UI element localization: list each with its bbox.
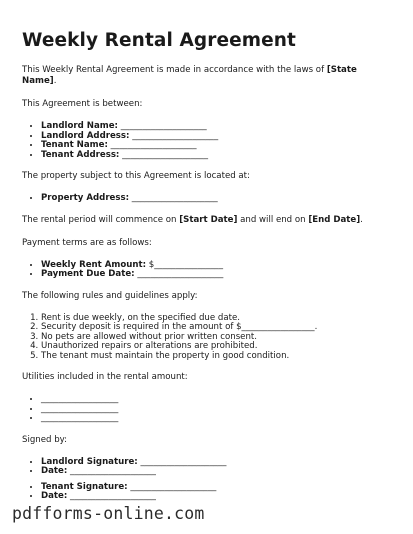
watermark-footer: pdfforms-online.com: [12, 504, 205, 523]
blank-line: ____________________: [137, 456, 227, 467]
list-item: [41, 270, 394, 280]
rules-heading: The following rules and guidelines apply:: [22, 290, 198, 301]
field-label: Payment Due Date:: [41, 269, 135, 279]
period-text: and will end on: [237, 214, 309, 225]
field-label: Landlord Address:: [41, 130, 130, 141]
field-label: Weekly Rent Amount:: [41, 259, 147, 270]
list-item: [41, 151, 394, 161]
period-text: The rental period will commence on: [22, 214, 180, 225]
property-list: [22, 194, 394, 204]
list-item: 2. Security deposit is required in the amount of $_________________.: [41, 323, 394, 333]
landlord-signature-list: [22, 458, 394, 477]
document-title: Weekly Rental Agreement: [22, 30, 296, 51]
field-label: Tenant Signature:: [41, 481, 128, 492]
intro-paragraph: [22, 65, 394, 87]
signed-heading: Signed by:: [22, 434, 68, 445]
property-heading: The property subject to this Agreement is located at:: [22, 171, 250, 181]
blank-line: ____________________: [67, 491, 156, 501]
list-item: • __________________: [41, 395, 394, 405]
rules-list: [22, 314, 394, 362]
blank-line: ____________________: [129, 193, 218, 203]
list-item: • __________________: [41, 405, 394, 415]
end-date-placeholder: [End Date]: [308, 214, 361, 225]
parties-heading: This Agreement is between:: [22, 99, 143, 109]
period-text: .: [360, 214, 363, 225]
field-label: Property Address:: [41, 193, 130, 203]
blank-line: $________________: [146, 259, 223, 270]
blank-line: ____________________: [67, 466, 156, 476]
list-item: 3. No pets are allowed without prior written consent.: [41, 333, 394, 343]
blank-line: ____________________: [129, 130, 219, 141]
list-item: 5. The tenant must maintain the property in good condition.: [41, 352, 394, 362]
intro-period: .: [53, 76, 57, 86]
start-date-placeholder: [Start Date]: [179, 214, 238, 225]
list-item: • __________________: [41, 414, 394, 424]
tenant-signature-list: [22, 483, 394, 502]
state-name-placeholder: [State Name]: [22, 65, 357, 86]
intro-text: This Weekly Rental Agreement is made in accordance with the laws of: [22, 65, 327, 75]
blank-line: ____________________: [134, 269, 224, 279]
list-item: 4. Unauthorized repairs or alterations are prohibited.: [41, 342, 394, 352]
payment-list: [22, 261, 394, 280]
list-item: [41, 467, 394, 477]
list-item: [41, 492, 394, 502]
payment-heading: Payment terms are as follows:: [22, 237, 152, 248]
list-item: [41, 194, 394, 204]
field-label: Date:: [41, 466, 68, 476]
blank-line: ____________________: [107, 140, 197, 150]
blank-line: ____________________: [119, 149, 209, 160]
list-item: 1. Rent is due weekly, on the specified due date.: [41, 314, 394, 324]
field-label: Landlord Name:: [41, 121, 118, 131]
parties-list: [22, 122, 394, 160]
field-label: Tenant Address:: [41, 149, 120, 160]
field-label: Date:: [41, 491, 68, 501]
field-label: Landlord Signature:: [41, 456, 138, 467]
field-label: Tenant Name:: [41, 140, 108, 150]
blank-line: ____________________: [118, 121, 207, 131]
blank-line: ____________________: [127, 481, 217, 492]
utilities-list: [22, 395, 394, 424]
utilities-heading: Utilities included in the rental amount:: [22, 372, 188, 382]
rental-period-paragraph: [22, 215, 394, 226]
document: [22, 30, 394, 513]
